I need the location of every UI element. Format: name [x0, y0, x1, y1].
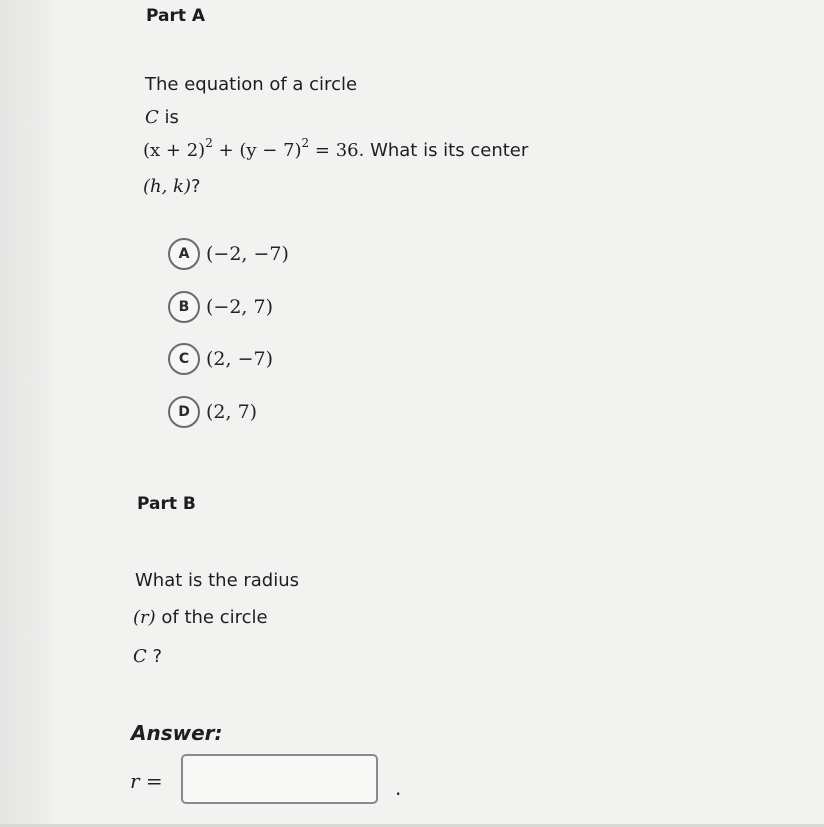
radius-answer-input[interactable]	[181, 754, 378, 804]
part-b-heading: Part B	[137, 494, 196, 514]
r-variable: r	[130, 769, 140, 793]
circle-variable-c: C	[145, 107, 159, 128]
option-a-letter-circle[interactable]: A	[168, 238, 200, 270]
part-b-question-line3	[133, 646, 162, 667]
of-the-circle-text: of the circle	[155, 607, 268, 628]
option-b-label: (−2, 7)	[206, 296, 274, 318]
left-margin-shade	[0, 0, 52, 827]
equation-rhs: = 36	[309, 140, 359, 161]
option-d-label: (2, 7)	[206, 401, 258, 423]
option-a[interactable]	[168, 237, 289, 271]
trailing-period: .	[395, 776, 402, 800]
equation-y-term: + (y − 7)	[212, 140, 302, 161]
part-a-center-line	[143, 176, 201, 197]
equation-exponent-2: 2	[301, 136, 310, 150]
equation-x-term: (x + 2)	[143, 140, 206, 161]
part-b-question-line2	[133, 607, 268, 628]
part-b-question-line1: What is the radius	[135, 570, 300, 591]
option-b-letter-circle[interactable]: B	[168, 291, 200, 323]
part-a-question-line1: The equation of a circle	[145, 74, 358, 95]
part-a-question-line2	[145, 107, 179, 128]
question-mark-b: ?	[146, 646, 163, 667]
equation-exponent-1: 2	[205, 136, 213, 150]
r-equals-label	[130, 769, 163, 793]
answer-label: Answer:	[131, 721, 223, 745]
question-mark: ?	[191, 176, 201, 197]
circle-variable-c-b: C	[133, 646, 147, 667]
center-question-text: . What is its center	[358, 140, 529, 161]
is-text: is	[158, 107, 179, 128]
part-a-equation-line	[143, 136, 529, 161]
equals-sign: =	[139, 769, 163, 793]
radius-variable-r: (r)	[133, 607, 156, 628]
center-hk: (h, k)	[143, 176, 191, 197]
part-a-heading: Part A	[146, 6, 206, 26]
option-c-label: (2, −7)	[206, 348, 274, 370]
option-c-letter-circle[interactable]: C	[168, 343, 200, 375]
option-c[interactable]	[168, 342, 273, 376]
option-b[interactable]	[168, 290, 273, 324]
option-d[interactable]	[168, 395, 257, 429]
option-a-label: (−2, −7)	[206, 243, 289, 265]
option-d-letter-circle[interactable]: D	[168, 396, 200, 428]
